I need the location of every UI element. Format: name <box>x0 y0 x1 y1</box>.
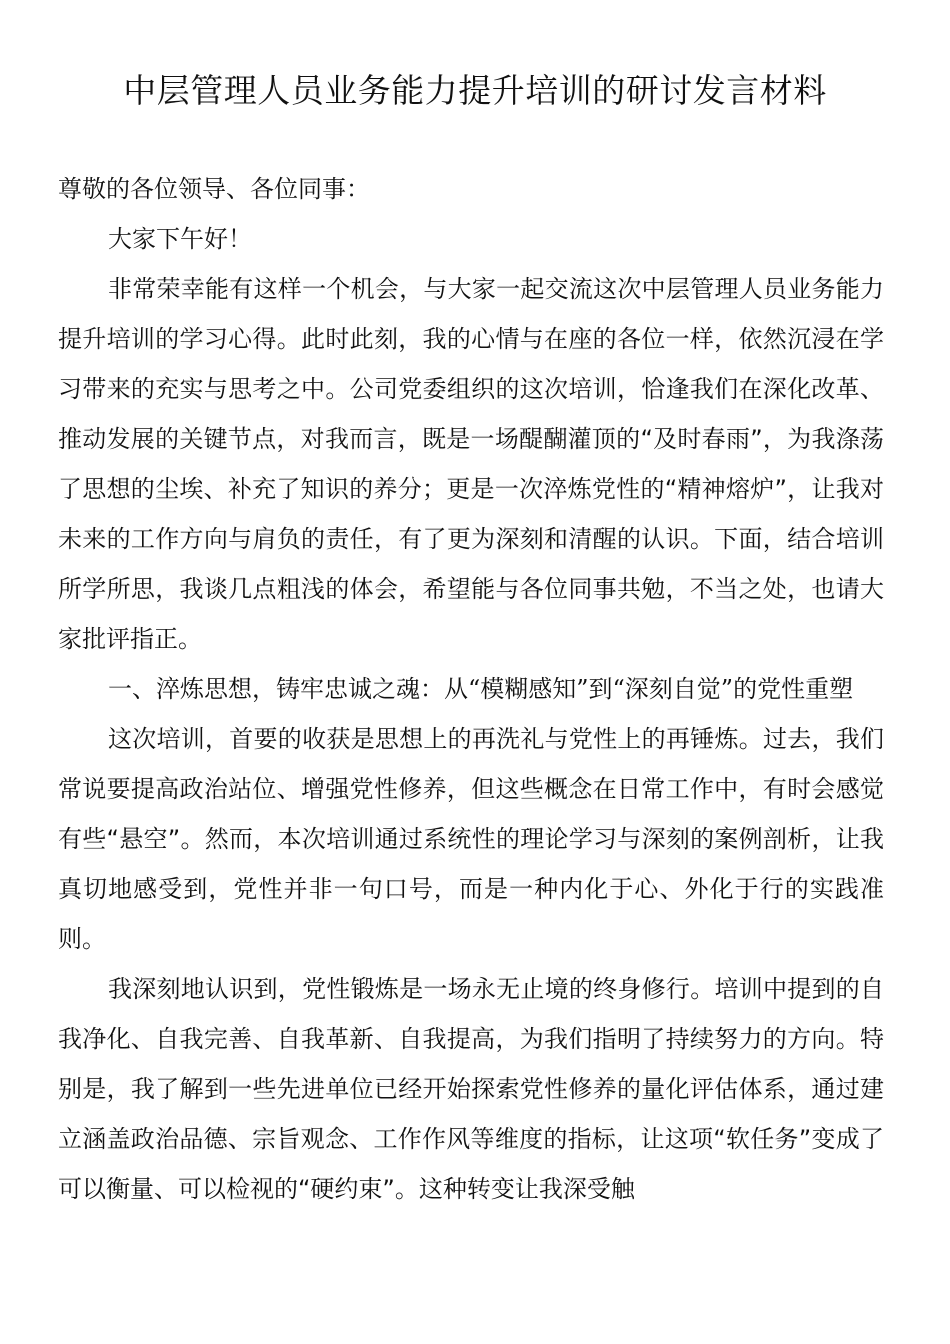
salutation: 尊敬的各位领导、各位同事： <box>58 175 370 203</box>
document-title: 中层管理人员业务能力提升培训的研讨发言材料 <box>123 71 827 110</box>
document-body <box>58 164 884 1214</box>
greeting: 大家下午好！ <box>108 225 252 253</box>
paragraph-intro: 非常荣幸能有这样一个机会，与大家一起交流这次中层管理人员业务能力提升培训的学习心得。此时此刻，我的心情与在座的各位一样，依然沉浸在学习带来的充实与思考之中。公司党委组织的这次培训，恰逢我们在深化改革、推动发展的关键节点，对我而言，既是一场醍醐灌顶的“及时春雨”，为我涤荡了思想的尘埃、补充了知识的养分；更是一次淬炼党性的“精神熔炉”，让我对未来的工作方向与肩负的责任，有了更为深刻和清醒的认识。下面，结合培训所学所思，我谈几点粗浅的体会，希望能与各位同事共勉，不当之处，也请大家批评指正。 <box>58 275 884 653</box>
paragraph-section1-2: 我深刻地认识到，党性锻炼是一场永无止境的终身修行。培训中提到的自我净化、自我完善、自我革新、自我提高，为我们指明了持续努力的方向。特别是，我了解到一些先进单位已经开始探索党性修养的量化评估体系，通过建立涵盖政治品德、宗旨观念、工作作风等维度的指标，让这项“软任务”变成了可以衡量、可以检视的“硬约束”。这种转变让我深受触 <box>58 975 884 1203</box>
section-heading-1: 一、淬炼思想，铸牢忠诚之魂：从“模糊感知”到“深刻自觉”的党性重塑 <box>108 675 854 703</box>
paragraph-section1-1: 这次培训，首要的收获是思想上的再洗礼与党性上的再锤炼。过去，我们常说要提高政治站位、增强党性修养，但这些概念在日常工作中，有时会感觉有些“悬空”。然而，本次培训通过系统性的理论学习与深刻的案例剖析，让我真切地感受到，党性并非一句口号，而是一种内化于心、外化于行的实践准则。 <box>58 725 884 953</box>
